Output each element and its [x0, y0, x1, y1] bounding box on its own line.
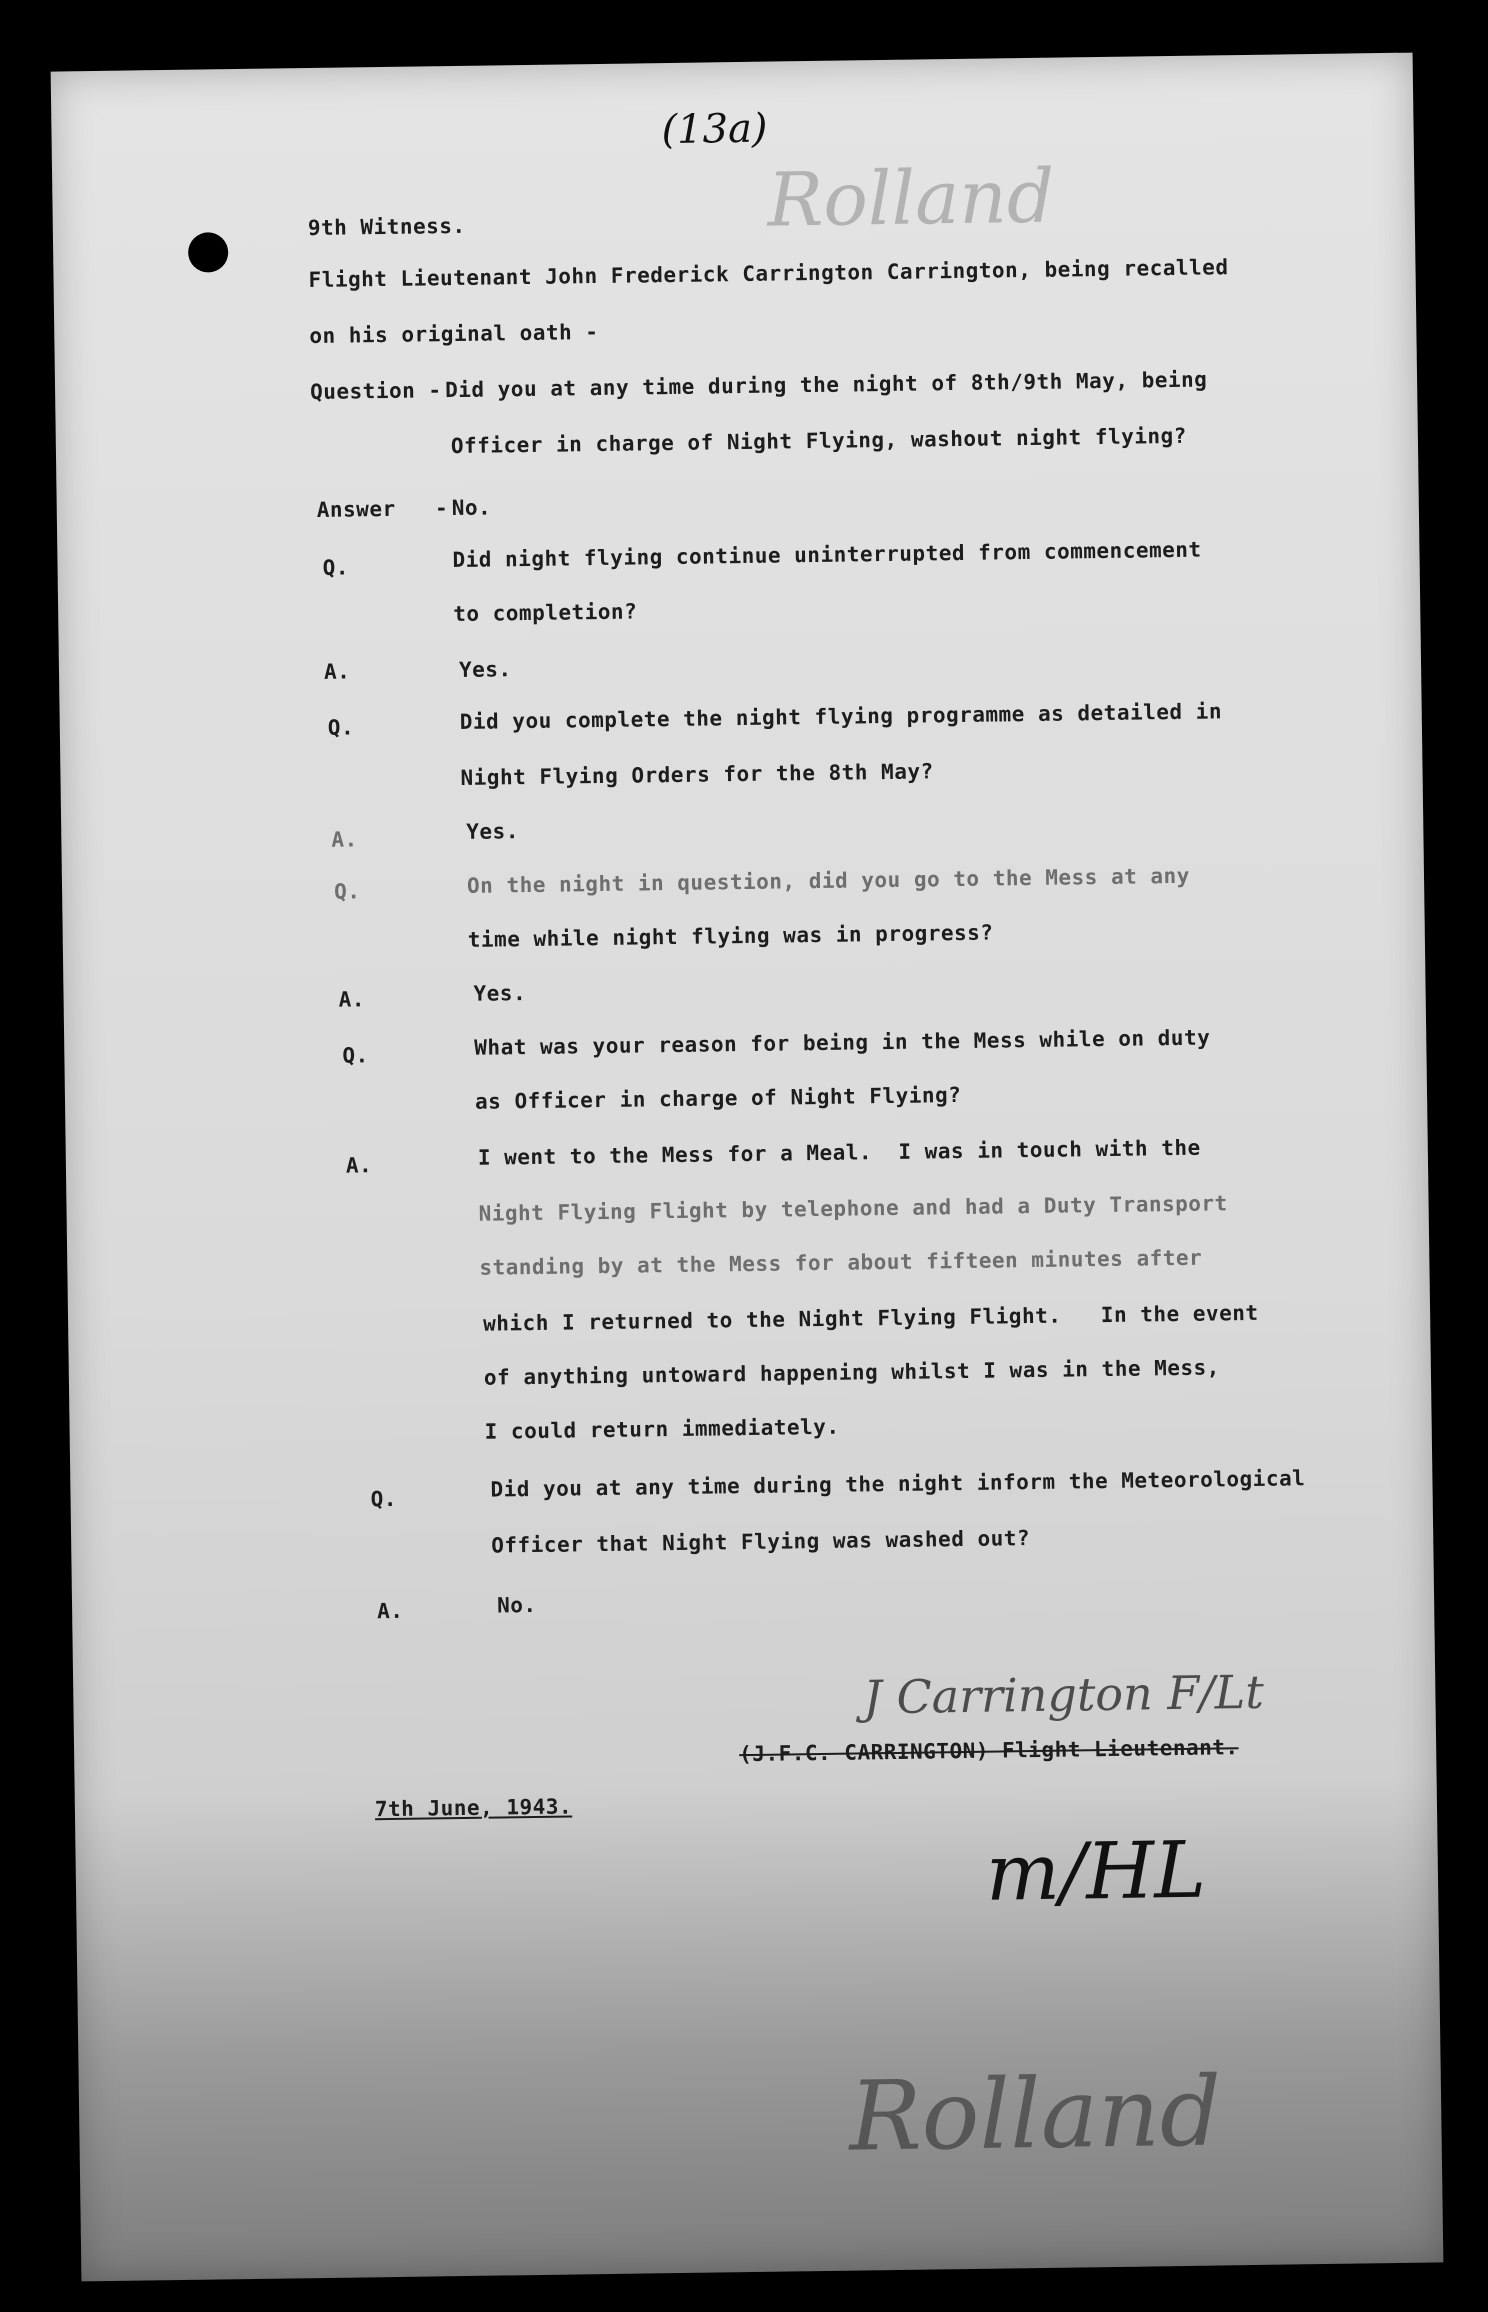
qa-label: Q.	[333, 879, 361, 904]
qa-text: Officer that Night Flying was washed out?	[491, 1526, 1031, 1558]
document-date: 7th June, 1943.	[374, 1794, 573, 1822]
qa-text: No.	[451, 495, 492, 521]
qa-label: Q.	[370, 1486, 398, 1512]
qa-text: Yes.	[466, 819, 520, 844]
qa-text: Did night flying continue uninterrupted from commencement	[452, 537, 1202, 573]
qa-label: A.	[338, 987, 366, 1012]
qa-label: Q.	[322, 555, 350, 580]
qa-label: A.	[331, 827, 358, 852]
qa-text: Officer in charge of Night Flying, washout night flying?	[450, 423, 1188, 459]
qa-text: Yes.	[473, 981, 527, 1006]
qa-text: as Officer in charge of Night Flying?	[474, 1083, 962, 1114]
signature-line: (J.F.C. CARRINGTON) Flight Lieutenant.	[739, 1735, 1239, 1767]
watermark-top: Rolland	[766, 153, 1055, 244]
qa-text: time while night flying was in progress?	[467, 920, 994, 952]
qa-text: Did you at any time during the night of 8th/9th May, being	[444, 367, 1208, 403]
intro-line: Flight Lieutenant John Frederick Carrington Carrington, being recalled	[308, 255, 1229, 293]
qa-text: Yes.	[458, 657, 512, 682]
qa-label: Question -	[309, 378, 442, 405]
qa-text: I could return immediately.	[484, 1414, 840, 1444]
handwritten-initials: m/HL	[985, 1825, 1207, 1919]
qa-label: A.	[345, 1153, 373, 1178]
page-number: (13a)	[661, 105, 768, 154]
qa-text: standing by at the Mess for about fifteen minutes after	[479, 1245, 1203, 1280]
qa-text: On the night in question, did you go to the Mess at any	[466, 863, 1191, 898]
qa-text: What was your reason for being in the Mess while on duty	[474, 1025, 1211, 1060]
qa-label: A.	[323, 659, 351, 684]
qa-label: Q.	[327, 715, 355, 740]
qa-text: which I returned to the Night Flying Flight. In the event	[482, 1300, 1259, 1336]
document-page	[51, 53, 1444, 2282]
qa-text: I went to the Mess for a Meal. I was in touch with the	[477, 1135, 1201, 1170]
watermark-bottom: Rolland	[848, 2055, 1223, 2173]
qa-label: Answer -	[316, 496, 449, 522]
qa-text: Did you at any time during the night inform the Meteorological	[490, 1466, 1306, 1502]
handwritten-signature: J Carrington F/Lt	[863, 1664, 1265, 1725]
qa-label: Q.	[342, 1043, 369, 1068]
qa-text: of anything untoward happening whilst I was in the Mess,	[483, 1355, 1221, 1390]
qa-text: to completion?	[453, 599, 638, 627]
qa-text: Did you complete the night flying programme as detailed in	[459, 699, 1223, 734]
punch-hole	[188, 232, 229, 273]
qa-text: Night Flying Orders for the 8th May?	[460, 759, 934, 790]
qa-text: No.	[496, 1592, 537, 1618]
qa-text: Night Flying Flight by telephone and had a Duty Transport	[478, 1191, 1228, 1226]
intro-line: on his original oath -	[309, 319, 599, 349]
qa-label: A.	[376, 1598, 404, 1624]
witness-header: 9th Witness.	[307, 213, 466, 241]
